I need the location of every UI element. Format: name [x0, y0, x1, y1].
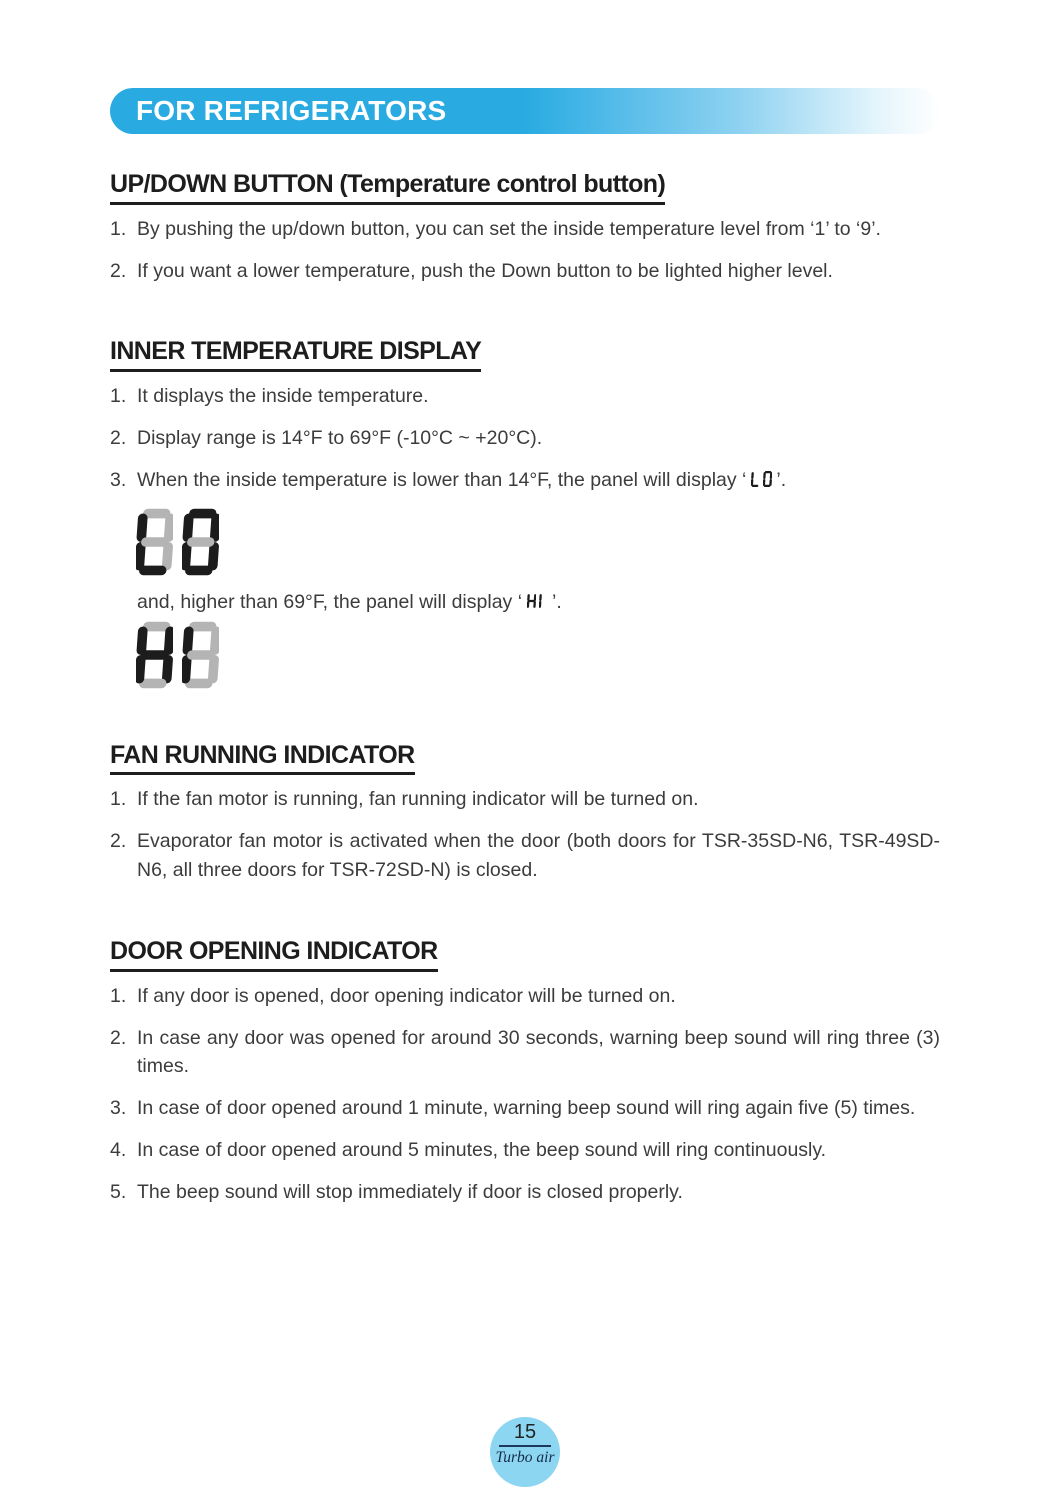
item-text: It displays the inside temperature. [137, 385, 429, 407]
item-text-suffix: ’. [776, 469, 786, 491]
seven-segment-digit [136, 508, 173, 576]
item-text-prefix: When the inside temperature is lower than 14°F, the panel will display ‘ [137, 469, 746, 491]
item-number: 2. [110, 1024, 137, 1053]
list-item [110, 1136, 940, 1165]
list-item [110, 827, 940, 885]
item-text: In case of door opened around 5 minutes, the beep sound will ring continuously. [137, 1139, 826, 1161]
item-number: 1. [110, 785, 137, 814]
list-item [110, 466, 940, 495]
list-item [110, 215, 940, 244]
item-number: 2. [110, 827, 137, 856]
item-number: 5. [110, 1178, 137, 1207]
item-text: In case of door opened around 1 minute, warning beep sound will ring again five (5) times. [137, 1097, 915, 1119]
section-door-opening-indicator [110, 937, 940, 1207]
list-item [110, 785, 940, 814]
section-inner-temperature-display [110, 337, 940, 688]
item-text: In case any door was opened for around 30 seconds, warning beep sound will ring three (3) times. [137, 1027, 940, 1078]
section-title: DOOR OPENING INDICATOR [110, 937, 438, 972]
list-item [110, 257, 940, 286]
inline-hi-display [525, 588, 549, 617]
item-number: 3. [110, 1094, 137, 1123]
list-item [110, 382, 940, 411]
item-number: 2. [110, 257, 137, 286]
list-item [110, 424, 940, 453]
item-text: By pushing the up/down button, you can set the inside temperature level from ‘1’ to ‘9’. [137, 218, 881, 240]
seven-segment-digit [182, 621, 219, 689]
connector-prefix: and, higher than 69°F, the panel will display ‘ [137, 591, 522, 613]
item-number: 1. [110, 215, 137, 244]
item-number: 1. [110, 382, 137, 411]
item-text: Display range is 14°F to 69°F (-10°C ~ +20°C). [137, 427, 542, 449]
brand-logo: Turbo air [490, 1449, 560, 1467]
list-item [110, 1094, 940, 1123]
item-number: 1. [110, 982, 137, 1011]
banner-title: FOR REFRIGERATORS [110, 95, 446, 127]
list-item [110, 1178, 940, 1207]
lo-seven-segment-display [136, 508, 940, 576]
section-title: FAN RUNNING INDICATOR [110, 741, 415, 776]
list-item [110, 982, 940, 1011]
item-number: 4. [110, 1136, 137, 1165]
item-text: If you want a lower temperature, push the Down button to be lighted higher level. [137, 260, 833, 282]
page-number: 15 [499, 1420, 551, 1447]
section-title: UP/DOWN BUTTON (Temperature control button) [110, 170, 665, 205]
connector-suffix: ’. [552, 591, 562, 613]
seven-segment-digit [527, 593, 536, 609]
inline-lo-display [749, 466, 773, 495]
item-text: The beep sound will stop immediately if door is closed properly. [137, 1181, 683, 1203]
list-item [110, 1024, 940, 1082]
seven-segment-digit [763, 471, 772, 487]
seven-segment-digit [539, 593, 548, 609]
item-text: Evaporator fan motor is activated when the door (both doors for TSR-35SD-N6, TSR-49SD-N6, all three doors for TSR-72SD-N) is closed. [137, 830, 940, 881]
section-banner [110, 88, 940, 134]
seven-segment-digit [182, 508, 219, 576]
section-updown-button [110, 170, 940, 285]
section-fan-running-indicator [110, 741, 940, 885]
hi-seven-segment-display [136, 621, 940, 689]
page-footer-badge [490, 1417, 560, 1487]
item-number: 3. [110, 466, 137, 495]
item-number: 2. [110, 424, 137, 453]
item-text [137, 469, 786, 491]
seven-segment-digit [751, 471, 760, 487]
connector-text [110, 588, 940, 617]
item-text: If the fan motor is running, fan running indicator will be turned on. [137, 788, 699, 810]
item-text: If any door is opened, door opening indicator will be turned on. [137, 985, 676, 1007]
seven-segment-digit [136, 621, 173, 689]
section-title: INNER TEMPERATURE DISPLAY [110, 337, 481, 372]
